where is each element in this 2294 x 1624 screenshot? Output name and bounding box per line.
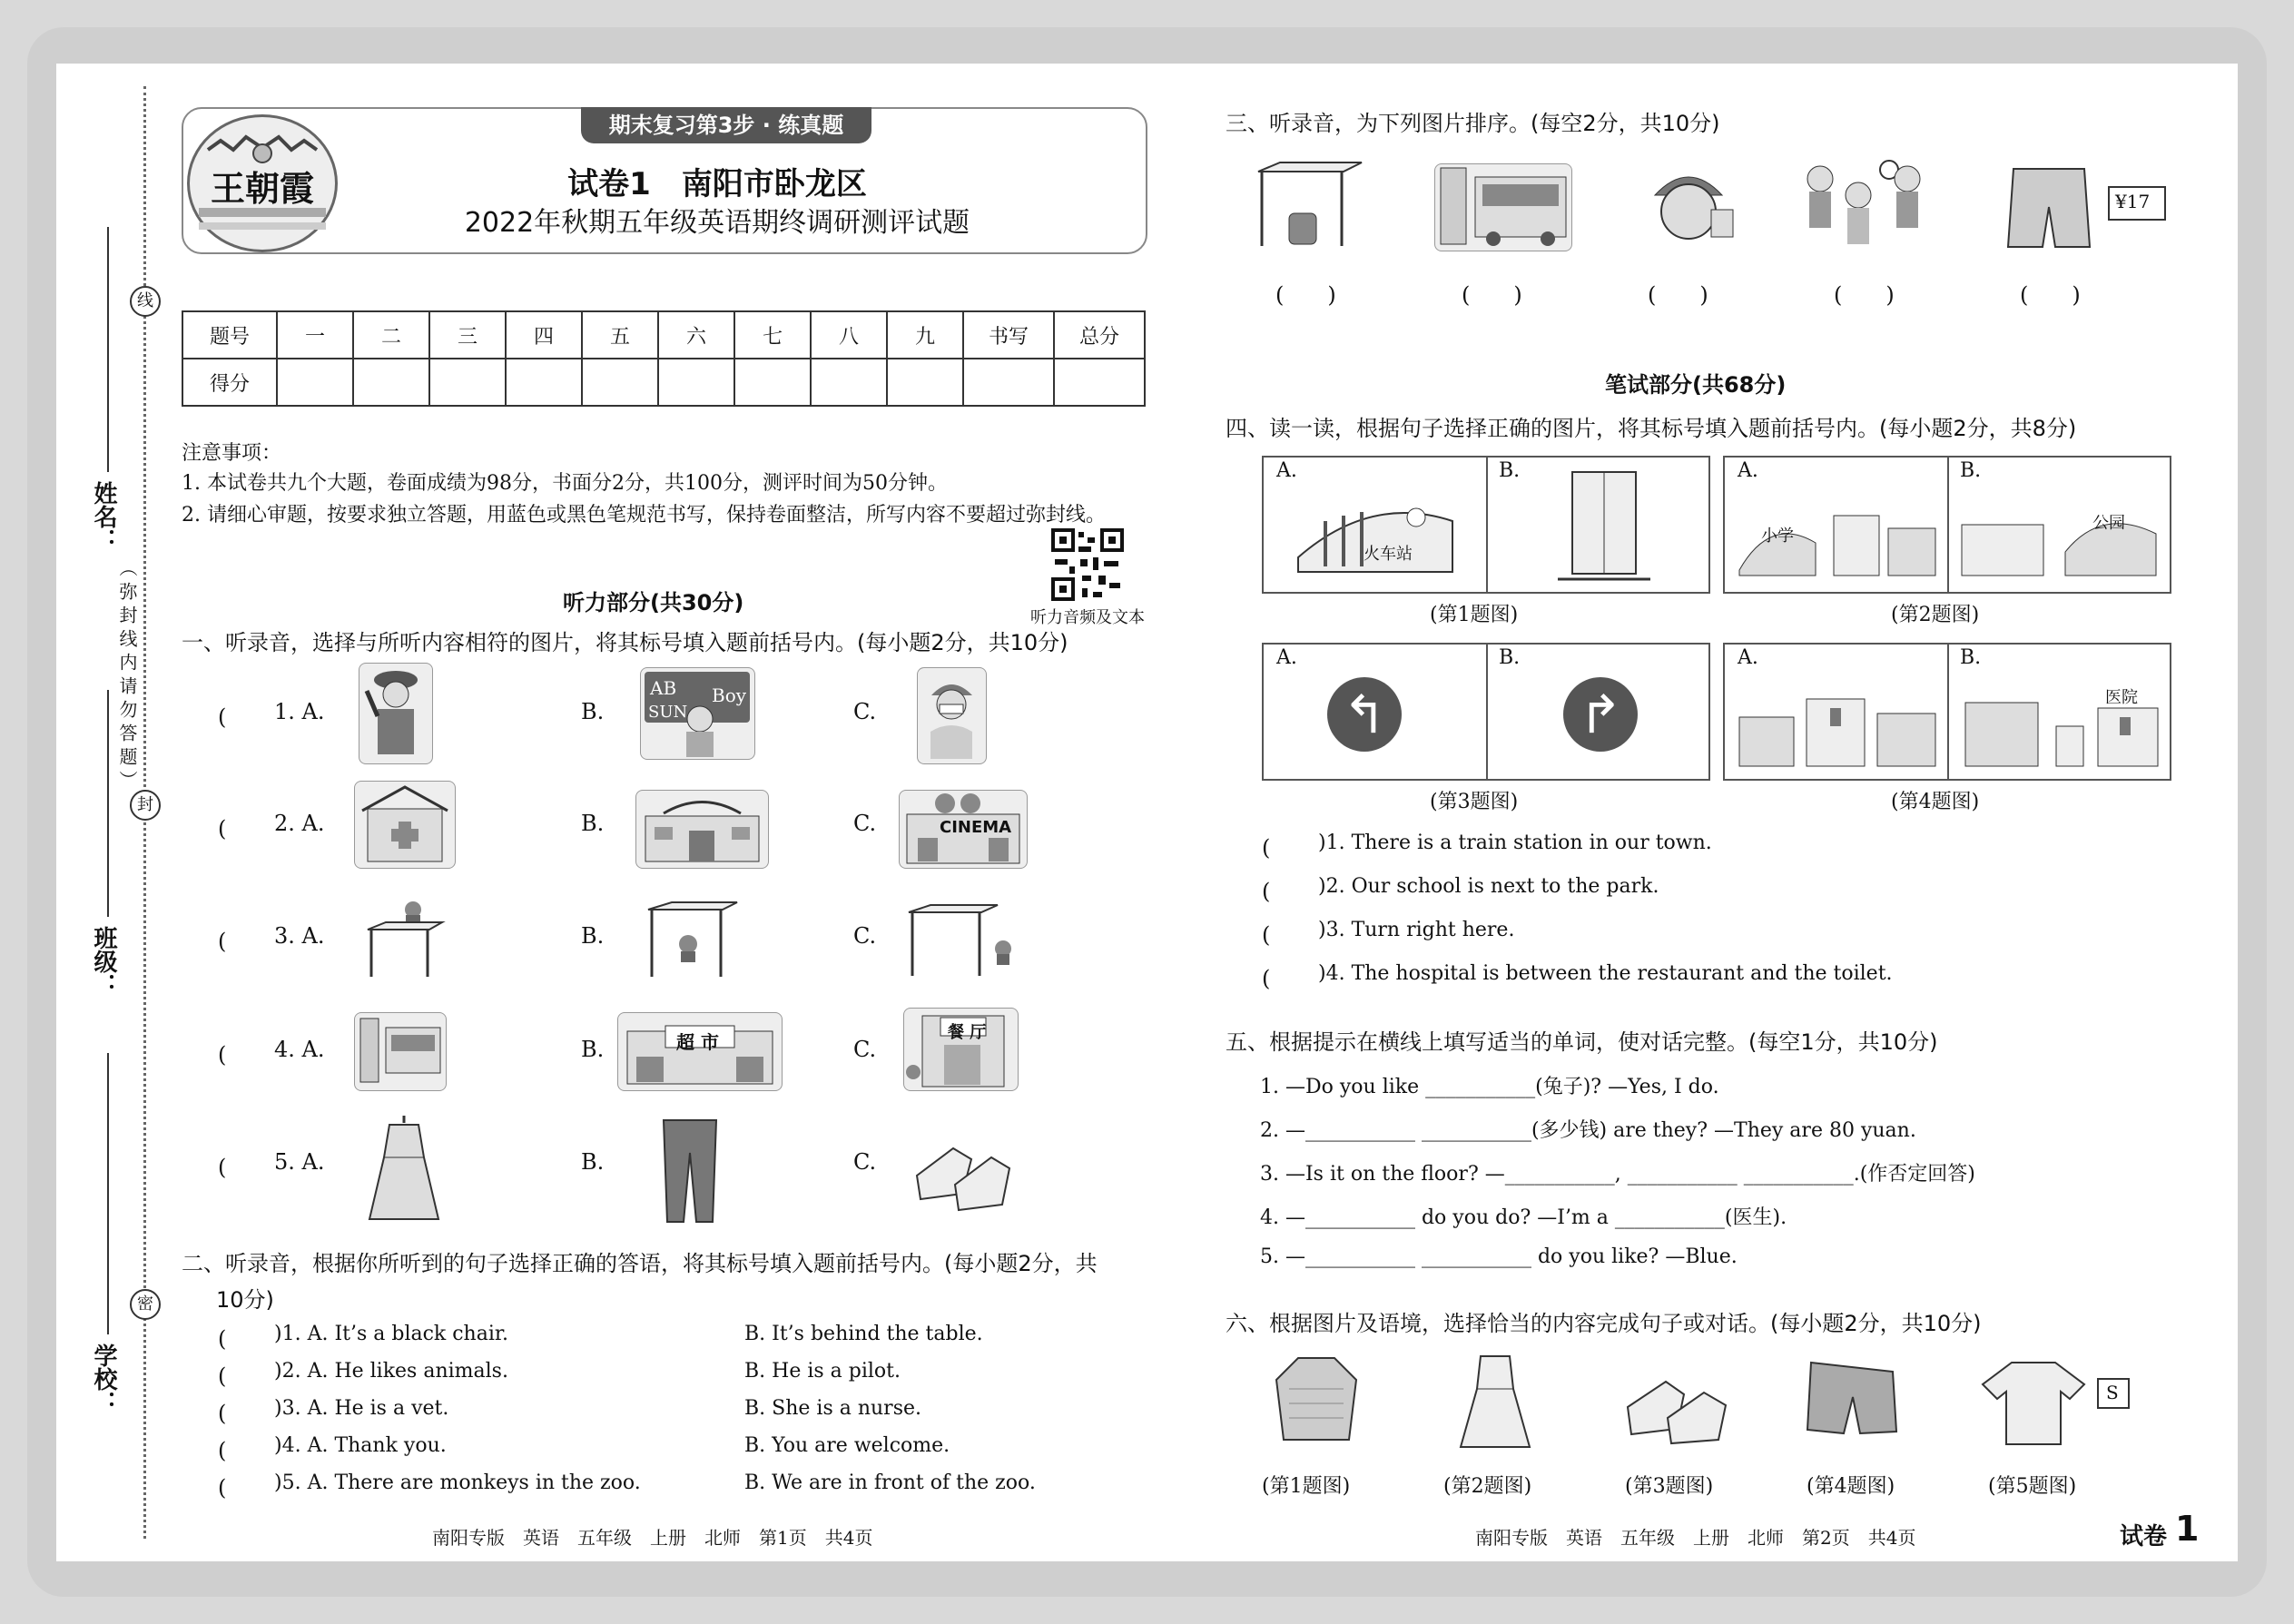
q1-3-b: B.	[581, 923, 605, 949]
q1-1-b: B.	[581, 699, 605, 724]
score-cell[interactable]	[582, 359, 658, 406]
street-buildings-b-picture	[1956, 681, 2163, 772]
park-sign: 公园	[2092, 514, 2125, 533]
q2-title-cont: 10分)	[216, 1287, 274, 1313]
q3-title: 三、听录音，为下列图片排序。(每空2分，共10分)	[1226, 111, 1720, 136]
hospital-picture	[354, 781, 456, 869]
q4-2-b-label: B.	[1960, 459, 1982, 482]
class-label: 班级：	[90, 926, 117, 997]
col-3: 三	[429, 311, 506, 359]
q3-blank-5[interactable]: ( )	[2020, 282, 2081, 308]
q4-caption-2: (第2题图)	[1891, 604, 1980, 626]
q2-2-b: B. He is a pilot.	[744, 1360, 901, 1383]
publisher-logo	[187, 114, 338, 252]
q6-caption-5: (第5题图)	[1988, 1475, 2077, 1498]
q6-caption-1: (第1题图)	[1262, 1475, 1351, 1498]
answer-paren[interactable]: (	[218, 1363, 271, 1389]
row-label-score: 得分	[182, 359, 277, 406]
score-cell[interactable]	[734, 359, 811, 406]
restaurant-sign: 餐 厅	[948, 1023, 987, 1042]
q5-title: 五、根据提示在横线上填写适当的单词，使对话完整。(每空1分，共10分)	[1226, 1029, 1938, 1055]
score-cell[interactable]	[887, 359, 963, 406]
q1-3-label: 3. A.	[274, 923, 325, 949]
footer-right: 南阳专版 英语 五年级 上册 北师 第2页 共4页	[1475, 1527, 1916, 1549]
footer-left: 南阳专版 英语 五年级 上册 北师 第1页 共4页	[432, 1527, 873, 1549]
answer-paren[interactable]: (	[218, 1155, 271, 1180]
q1-2-b: B.	[581, 811, 605, 836]
cinema-sign: CINEMA	[940, 818, 1012, 837]
park-and-buildings-picture	[1956, 488, 2163, 585]
q2-3-b: B. She is a nurse.	[744, 1397, 921, 1420]
trousers-picture	[658, 1117, 722, 1225]
q6-dress-picture	[1457, 1353, 1534, 1452]
size-tag	[2097, 1378, 2130, 1409]
q1-1-label: 1. A.	[274, 699, 325, 724]
q2-4-a: )4. A. Thank you.	[274, 1434, 447, 1457]
col-2: 二	[353, 311, 429, 359]
q5-line-3[interactable]: 3. —Is it on the floor? —___________, ___________ ___________.(作否定回答)	[1260, 1163, 1975, 1186]
plant-under-table-picture	[635, 899, 744, 980]
q4-sentence-4-text: )4. The hospital is between the restaurant and the toilet.	[1318, 962, 1893, 985]
q5-line-4[interactable]: 4. —___________ do you do? —I’m a ___________(医生).	[1260, 1206, 1787, 1229]
q4-1-b-label: B.	[1499, 459, 1521, 482]
footer-badge-number: 1	[2175, 1509, 2200, 1549]
q4-sentence-1-text: )1. There is a train station in our town.	[1318, 832, 1712, 854]
q4-figure-4	[1723, 643, 2171, 781]
answer-paren[interactable]: (	[218, 1475, 271, 1501]
note-1: 1. 本试卷共九个大题，卷面成绩为98分，书面分2分，共100分，测评时间为50分钟。	[182, 472, 948, 495]
board-text-boy: Boy	[712, 684, 747, 706]
answer-paren[interactable]: (	[218, 1326, 271, 1352]
board-text-sun: SUN	[648, 703, 688, 722]
q3-blank-4[interactable]: ( )	[1834, 282, 1895, 308]
col-4: 四	[506, 311, 582, 359]
col-5: 五	[582, 311, 658, 359]
station-sign: 火车站	[1364, 545, 1413, 564]
q1-4-c: C.	[853, 1037, 877, 1062]
answer-paren[interactable]: (	[218, 1042, 271, 1068]
writing-heading: 笔试部分(共68分)	[1605, 372, 1787, 398]
q3-blank-1[interactable]: ( )	[1275, 282, 1336, 308]
dress-picture	[368, 1112, 440, 1225]
q5-line-2[interactable]: 2. —___________ ___________(多少钱) are they? —They are 80 yuan.	[1260, 1119, 1916, 1142]
q6-title: 六、根据图片及语境，选择恰当的内容完成句子或对话。(每小题2分，共10分)	[1226, 1311, 1982, 1336]
seal-note: （弥封线内请勿答题）	[116, 558, 138, 794]
row-label-question: 题号	[182, 311, 277, 359]
supermarket-picture	[617, 1012, 783, 1091]
q4-sentence-2-text: )2. Our school is next to the park.	[1318, 875, 1659, 898]
sneakers-picture	[1620, 1362, 1734, 1448]
col-8: 八	[811, 311, 887, 359]
size-tag-text: S	[2106, 1382, 2119, 1403]
q4-caption-4: (第4题图)	[1891, 791, 1980, 813]
qr-caption: 听力音频及文本	[1030, 608, 1145, 627]
board-text-ab: AB	[650, 677, 677, 699]
q6-caption-3: (第3题图)	[1625, 1475, 1714, 1498]
school-and-park-picture	[1734, 488, 1941, 585]
price-tag	[2108, 186, 2166, 221]
answer-paren[interactable]: (	[1262, 966, 1314, 991]
plant-on-table-picture	[359, 899, 449, 980]
q2-3-a: )3. A. He is a vet.	[274, 1397, 449, 1420]
cinema-picture	[899, 790, 1028, 869]
q1-4-label: 4. A.	[274, 1037, 325, 1062]
street-buildings-a-picture	[1734, 681, 1941, 772]
notes-heading: 注意事项：	[182, 442, 282, 465]
q4-figure-2	[1723, 456, 2171, 594]
q4-3-a-label: A.	[1276, 646, 1297, 669]
col-7: 七	[734, 311, 811, 359]
q4-figure-1	[1262, 456, 1710, 594]
tshirt-picture	[1979, 1357, 2088, 1448]
q2-title: 二、听录音，根据你所听到的句子选择正确的答语，将其标号填入题前括号内。(每小题2分，共	[182, 1251, 1098, 1276]
shoes-picture	[908, 1121, 1021, 1221]
table-row	[182, 311, 1145, 359]
q1-5-b: B.	[581, 1149, 605, 1175]
score-cell[interactable]	[811, 359, 887, 406]
q6-caption-2: (第2题图)	[1443, 1475, 1532, 1498]
q4-4-b-label: B.	[1960, 646, 1982, 669]
q2-4-b: B. You are welcome.	[744, 1434, 950, 1457]
col-writing: 书写	[963, 311, 1054, 359]
name-field[interactable]	[107, 227, 109, 472]
footer-badge-text: 试卷	[2120, 1523, 2168, 1550]
score-cell[interactable]	[353, 359, 429, 406]
seal-mark-seal: 封	[130, 790, 161, 821]
score-cell[interactable]	[658, 359, 734, 406]
supermarket-sign: 超 市	[676, 1031, 719, 1053]
train-station-picture	[635, 790, 769, 869]
train-station-building-picture	[1280, 485, 1475, 585]
col-6: 六	[658, 311, 734, 359]
shorts-picture	[2006, 163, 2092, 254]
turn-right-icon: ↱	[1563, 677, 1638, 752]
answer-paren[interactable]: (	[218, 1401, 271, 1426]
exam-subtitle: 2022年秋期五年级英语期终调研测评试题	[464, 207, 970, 239]
answer-paren[interactable]: (	[1262, 879, 1314, 904]
exam-title: 试卷1 南阳市卧龙区	[567, 166, 867, 202]
logo-text: 王朝霞	[210, 168, 314, 209]
seal-mark-secret: 密	[130, 1289, 161, 1320]
restaurant-picture	[903, 1008, 1019, 1091]
turn-left-icon: ↰	[1327, 677, 1402, 752]
hospital-sign: 医院	[2105, 688, 2138, 707]
price-tag-text: ¥17	[2115, 191, 2151, 212]
q4-sentence-3-text: )3. Turn right here.	[1318, 919, 1515, 941]
name-label: 姓名：	[90, 481, 117, 552]
policeman-picture	[359, 663, 433, 764]
bus-stop-picture	[354, 1012, 447, 1091]
q1-5-label: 5. A.	[274, 1149, 325, 1175]
answer-paren[interactable]: (	[218, 929, 271, 954]
q1-4-b: B.	[581, 1037, 605, 1062]
note-2: 2. 请细心审题，按要求独立答题，用蓝色或黑色笔规范书写，保持卷面整洁，所写内容不要超过弥封线。	[182, 504, 1106, 527]
q1-5-c: C.	[853, 1149, 877, 1175]
q1-title: 一、听录音，选择与所听内容相符的图片，将其标号填入题前括号内。(每小题2分，共10分)	[182, 630, 1068, 655]
q2-5-a: )5. A. There are monkeys in the zoo.	[274, 1471, 641, 1494]
answer-paren[interactable]: (	[1262, 835, 1314, 861]
q3-blank-3[interactable]: ( )	[1648, 282, 1708, 308]
q1-2-c: C.	[853, 811, 877, 836]
school-field[interactable]	[107, 1053, 109, 1334]
q5-line-1[interactable]: 1. —Do you like ___________(兔子)? —Yes, I do.	[1260, 1076, 1719, 1098]
q1-2-label: 2. A.	[274, 811, 325, 836]
q4-1-a-label: A.	[1276, 459, 1297, 482]
qr-code[interactable]	[1051, 528, 1124, 601]
score-cell[interactable]	[506, 359, 582, 406]
col-9: 九	[887, 311, 963, 359]
score-cell[interactable]	[1054, 359, 1145, 406]
school-label: 学校：	[90, 1343, 117, 1414]
score-table	[182, 310, 1146, 407]
class-field[interactable]	[107, 690, 109, 917]
answer-paren[interactable]: (	[218, 1438, 271, 1463]
col-1: 一	[277, 311, 353, 359]
children-playing-ball-picture	[1793, 159, 1929, 259]
seal-mark-line: 线	[130, 286, 161, 317]
q3-blank-2[interactable]: ( )	[1462, 282, 1522, 308]
listening-heading: 听力部分(共30分)	[563, 590, 744, 615]
score-cell[interactable]	[277, 359, 353, 406]
teacher-picture	[640, 667, 755, 760]
q4-caption-1: (第1题图)	[1430, 604, 1519, 626]
sweater-picture	[1271, 1353, 1362, 1448]
q4-figure-3	[1262, 643, 1710, 781]
table-row	[182, 359, 1145, 406]
q6-caption-4: (第4题图)	[1807, 1475, 1895, 1498]
q2-1-a: )1. A. It’s a black chair.	[274, 1323, 508, 1345]
q2-2-a: )2. A. He likes animals.	[274, 1360, 508, 1383]
q2-5-b: B. We are in front of the zoo.	[744, 1471, 1036, 1494]
answer-paren[interactable]: (	[1262, 922, 1314, 948]
q4-4-a-label: A.	[1738, 646, 1758, 669]
q6-shorts-picture	[1802, 1357, 1902, 1443]
col-total: 总分	[1054, 311, 1145, 359]
q2-1-b: B. It’s behind the table.	[744, 1323, 983, 1345]
bag-under-desk-picture	[1253, 159, 1366, 250]
q4-3-b-label: B.	[1499, 646, 1521, 669]
step-banner: 期末复习第3步 · 练真题	[581, 107, 871, 143]
q4-title: 四、读一读，根据句子选择正确的图片，将其标号填入题前括号内。(每小题2分，共8分)	[1226, 416, 2077, 441]
plant-beside-table-picture	[903, 903, 1017, 980]
q5-line-5[interactable]: 5. —___________ ___________ do you like? —Blue.	[1260, 1245, 1738, 1268]
boy-with-cap-picture	[1639, 159, 1738, 254]
school-sign: 小学	[1761, 527, 1794, 546]
answer-paren[interactable]: (	[218, 704, 271, 730]
answer-paren[interactable]: (	[218, 816, 271, 842]
score-cell[interactable]	[963, 359, 1054, 406]
q1-3-c: C.	[853, 923, 877, 949]
score-cell[interactable]	[429, 359, 506, 406]
q1-1-c: C.	[853, 699, 877, 724]
q4-2-a-label: A.	[1738, 459, 1758, 482]
elevator-picture	[1554, 467, 1654, 585]
q4-caption-3: (第3题图)	[1430, 791, 1519, 813]
nurse-picture	[917, 667, 987, 764]
bus-stop-scene-picture	[1434, 163, 1572, 251]
